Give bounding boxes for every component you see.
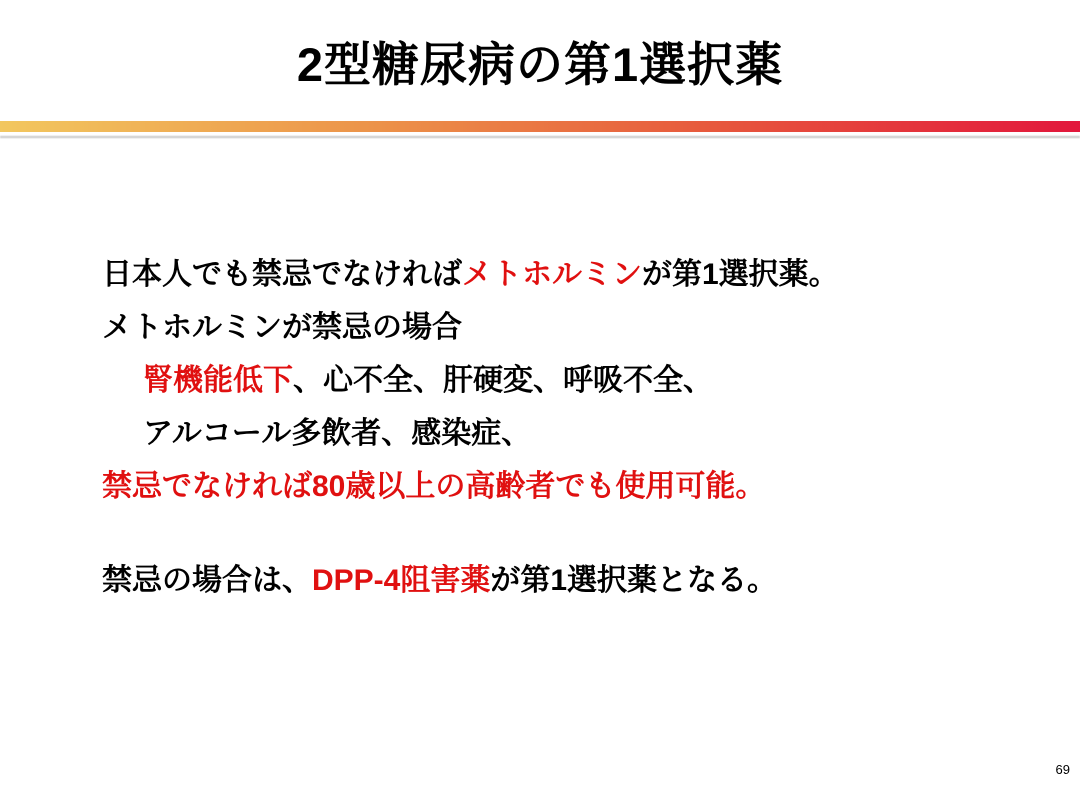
text-segment: 禁忌の場合は、 bbox=[102, 564, 312, 597]
text-segment: 、心不全、肝硬変、呼吸不全、 bbox=[293, 364, 713, 397]
text-segment: 腎機能低下 bbox=[143, 364, 293, 397]
text-segment: が第1選択薬となる。 bbox=[490, 564, 778, 597]
text-segment: メトホルミン bbox=[462, 258, 642, 291]
text-segment: 禁忌でなければ80歳以上の高齢者でも使用可能。 bbox=[102, 470, 766, 503]
text-segment: DPP-4阻害薬 bbox=[312, 564, 491, 597]
body-text bbox=[0, 248, 1080, 607]
text-line bbox=[102, 248, 1080, 301]
title-divider-gradient-bar bbox=[0, 121, 1080, 132]
text-line bbox=[143, 407, 1080, 460]
text-segment: メトホルミンが禁忌の場合 bbox=[102, 311, 462, 344]
slide-title: 2型糖尿病の第1選択薬 bbox=[296, 38, 784, 91]
blank-line bbox=[102, 513, 1080, 554]
text-line bbox=[102, 554, 1080, 607]
text-segment: アルコール多飲者、感染症、 bbox=[143, 417, 532, 450]
text-segment: 日本人でも禁忌でなければ bbox=[102, 258, 462, 291]
text-line bbox=[143, 354, 1080, 407]
page-number: 69 bbox=[1055, 762, 1070, 777]
title-divider-shadow bbox=[0, 136, 1080, 138]
text-segment: が第1選択薬。 bbox=[642, 258, 839, 291]
text-line bbox=[102, 301, 1080, 354]
text-line bbox=[102, 460, 1080, 513]
